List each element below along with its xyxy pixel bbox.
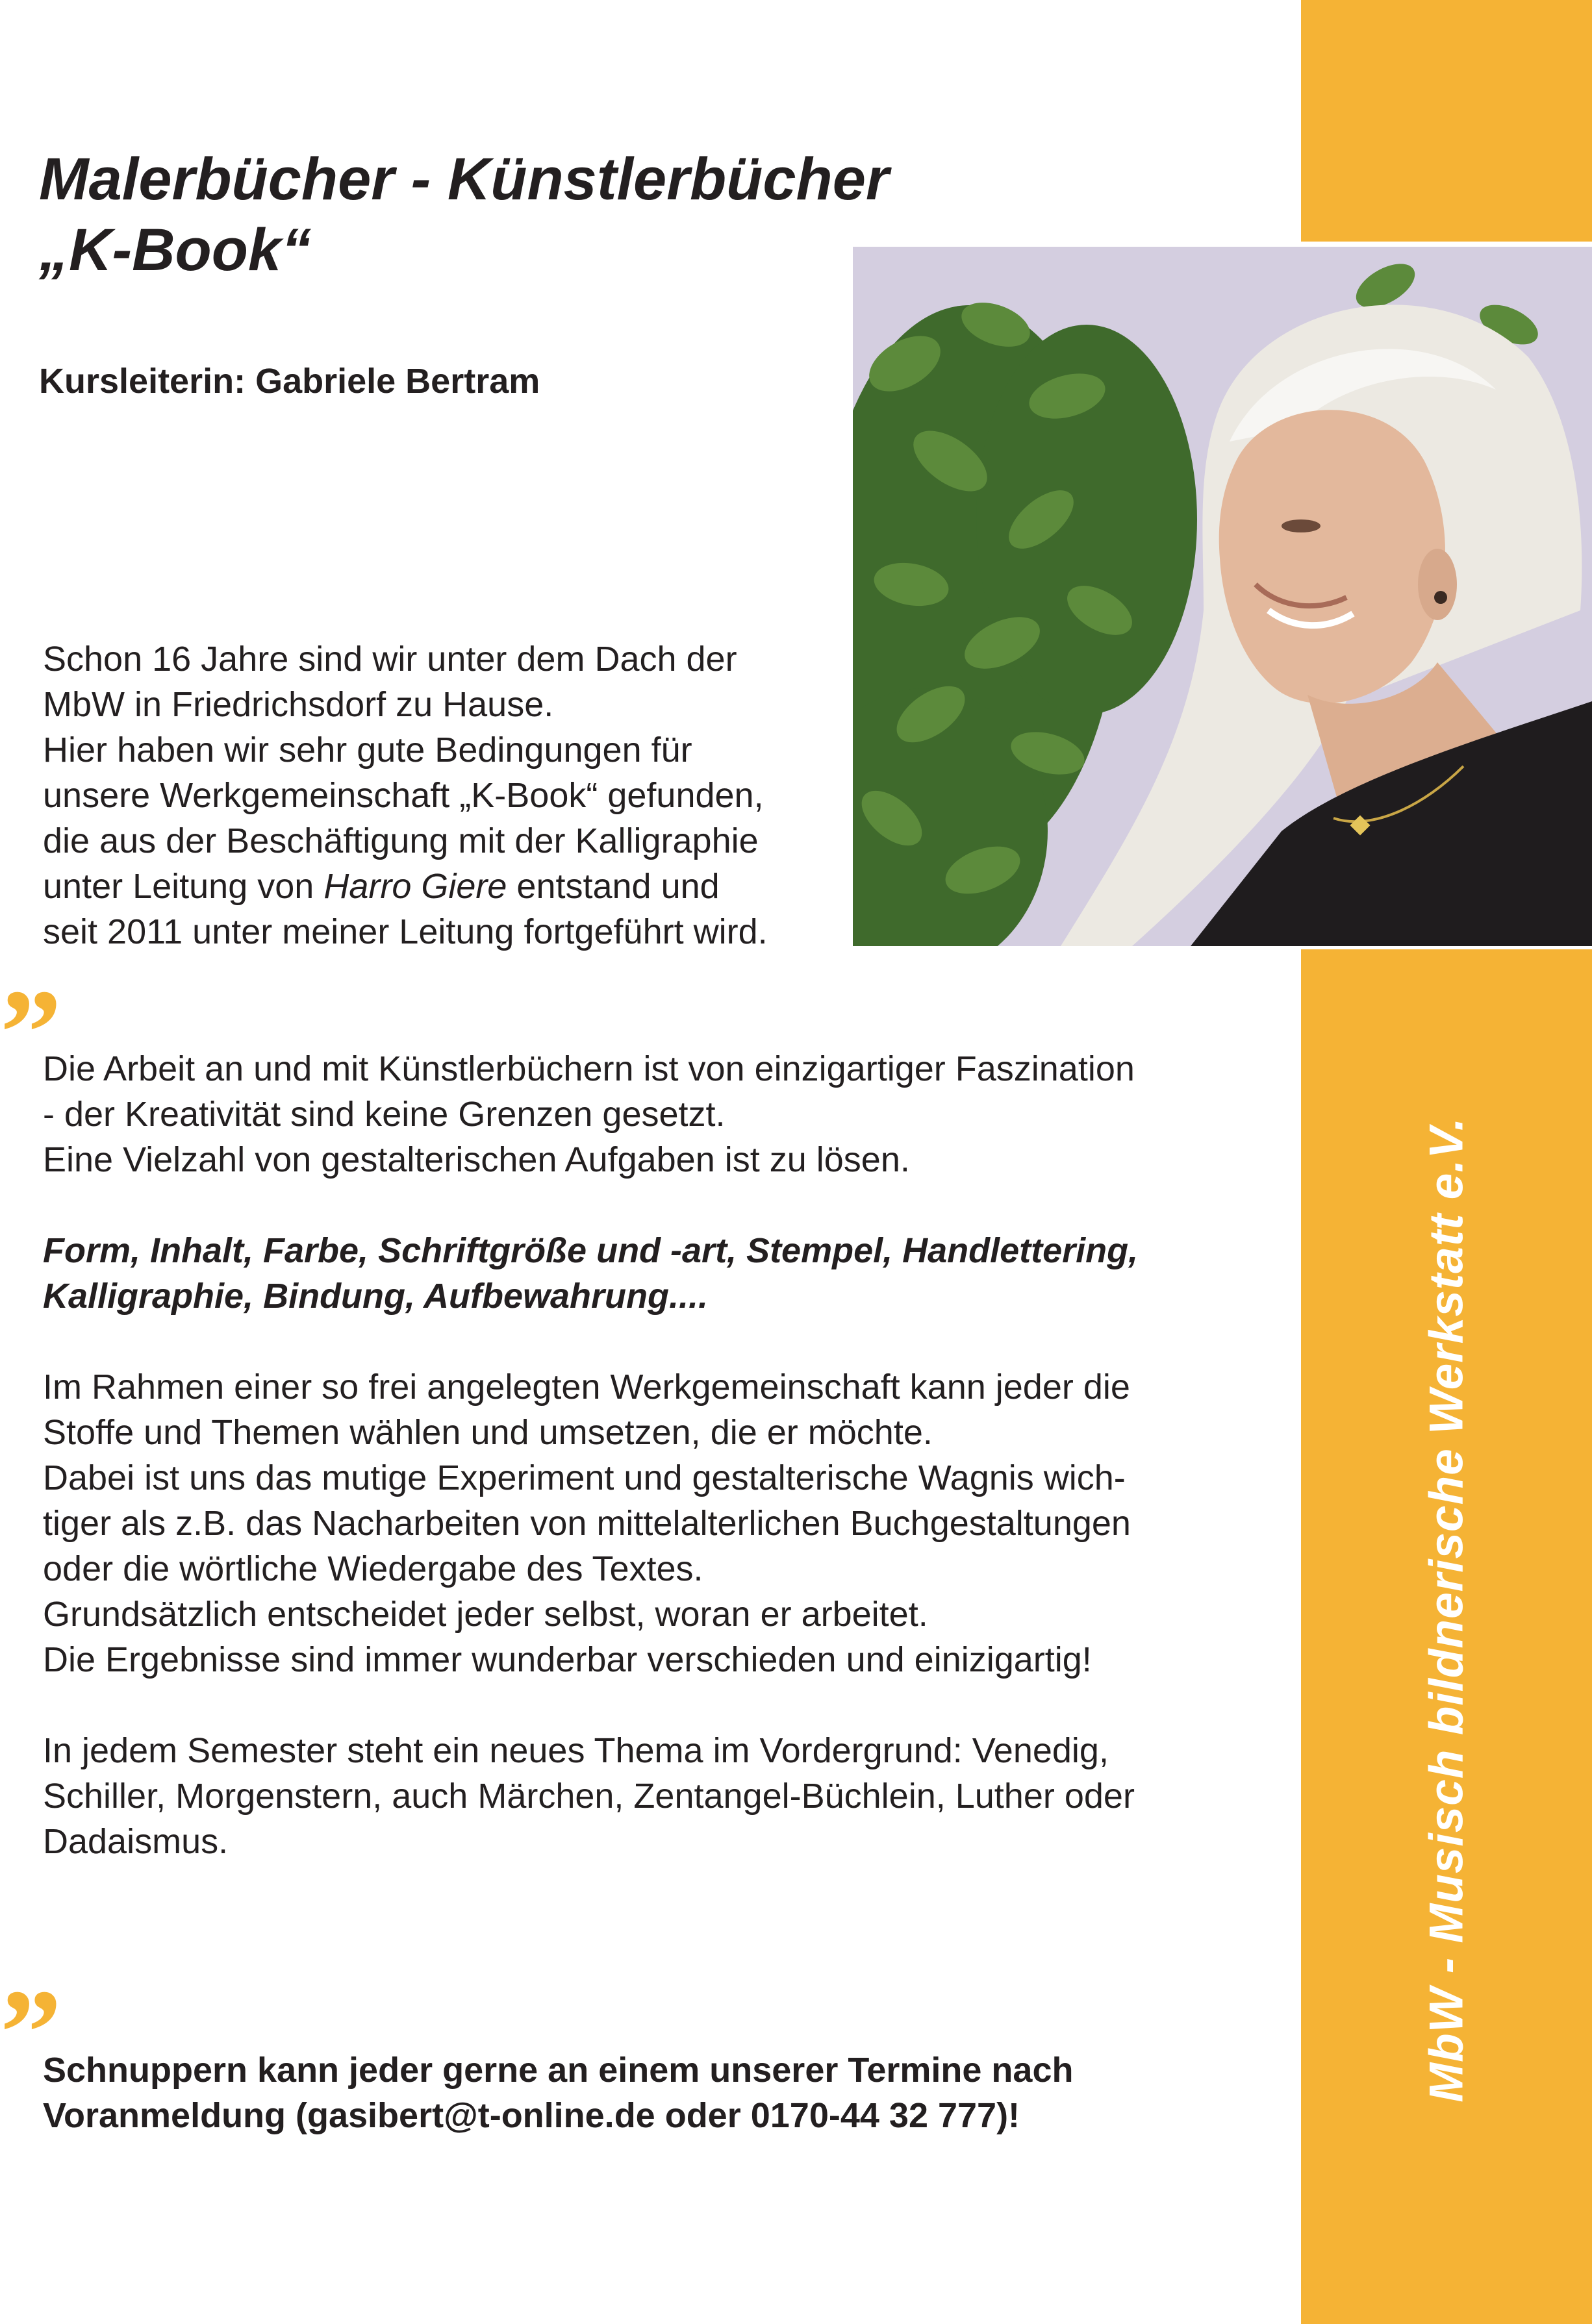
topics-line: Kalligraphie, Bindung, Aufbewahrung.... bbox=[43, 1277, 708, 1316]
portrait-photo bbox=[853, 247, 1592, 946]
text-line: Schon 16 Jahre sind wir unter dem Dach der bbox=[43, 640, 737, 679]
sidebar-organization-text: MbW - Musisch bildnerische Werkstatt e.V. bbox=[1420, 1117, 1473, 2103]
quotation-mark-icon: ” bbox=[0, 1965, 62, 2101]
text-line: Die Arbeit an und mit Künstlerbüchern ist von einzigartiger Faszination bbox=[43, 1049, 1135, 1088]
text-line: Dadaismus. bbox=[43, 1822, 229, 1861]
text-line: seit 2011 unter meiner Leitung fortgeführt wird. bbox=[43, 912, 768, 951]
text-line: die aus der Beschäftigung mit der Kalligraphie bbox=[43, 821, 759, 860]
instructor-label: Kursleiterin: Gabriele Bertram bbox=[39, 362, 540, 401]
text-line: Eine Vielzahl von gestalterischen Aufgaben ist zu lösen. bbox=[43, 1140, 910, 1179]
title-line: „K-Book“ bbox=[39, 217, 312, 283]
text-line: tiger als z.B. das Nacharbeiten von mittelalterlichen Buchgestaltungen bbox=[43, 1504, 1131, 1543]
closing-note bbox=[43, 2047, 1073, 2138]
teacher-name: Harro Giere bbox=[323, 867, 507, 906]
quotation-mark-icon: ” bbox=[0, 965, 62, 1101]
text-line: Die Ergebnisse sind immer wunderbar verschieden und einizigartig! bbox=[43, 1640, 1092, 1679]
text-line: Grundsätzlich entscheidet jeder selbst, woran er arbeitet. bbox=[43, 1595, 928, 1634]
text-line bbox=[43, 864, 768, 909]
accent-band-top bbox=[1301, 0, 1592, 242]
topics-line: Form, Inhalt, Farbe, Schriftgröße und -art, Stempel, Handlettering, bbox=[43, 1231, 1139, 1270]
text-line: Hier haben wir sehr gute Bedingungen für bbox=[43, 731, 692, 769]
text-fragment: unter Leitung von bbox=[43, 867, 324, 906]
text-fragment: entstand und bbox=[507, 867, 720, 906]
main-text bbox=[43, 1046, 1138, 1864]
text-line: In jedem Semester steht ein neues Thema im Vordergrund: Venedig, bbox=[43, 1731, 1109, 1770]
page-title bbox=[39, 144, 889, 286]
text-line: oder die wörtliche Wiedergabe des Textes. bbox=[43, 1549, 703, 1588]
text-line: Im Rahmen einer so frei angelegten Werkgemeinschaft kann jeder die bbox=[43, 1368, 1130, 1406]
title-line: Malerbücher - Künstlerbücher bbox=[39, 146, 889, 212]
text-line: - der Kreativität sind keine Grenzen gesetzt. bbox=[43, 1095, 726, 1134]
text-line: Voranmeldung (gasibert@t-online.de oder 0170-44 32 777)! bbox=[43, 2096, 1020, 2135]
text-line: Schnuppern kann jeder gerne an einem unserer Termine nach bbox=[43, 2051, 1074, 2090]
text-line: unsere Werkgemeinschaft „K-Book“ gefunden, bbox=[43, 776, 764, 815]
text-line: Schiller, Morgenstern, auch Märchen, Zentangel-Büchlein, Luther oder bbox=[43, 1777, 1135, 1816]
text-line: Dabei ist uns das mutige Experiment und gestalterische Wagnis wich- bbox=[43, 1458, 1126, 1497]
intro-paragraph bbox=[43, 636, 768, 955]
text-line: Stoffe und Themen wählen und umsetzen, die er möchte. bbox=[43, 1413, 933, 1452]
text-line: MbW in Friedrichsdorf zu Hause. bbox=[43, 685, 554, 724]
